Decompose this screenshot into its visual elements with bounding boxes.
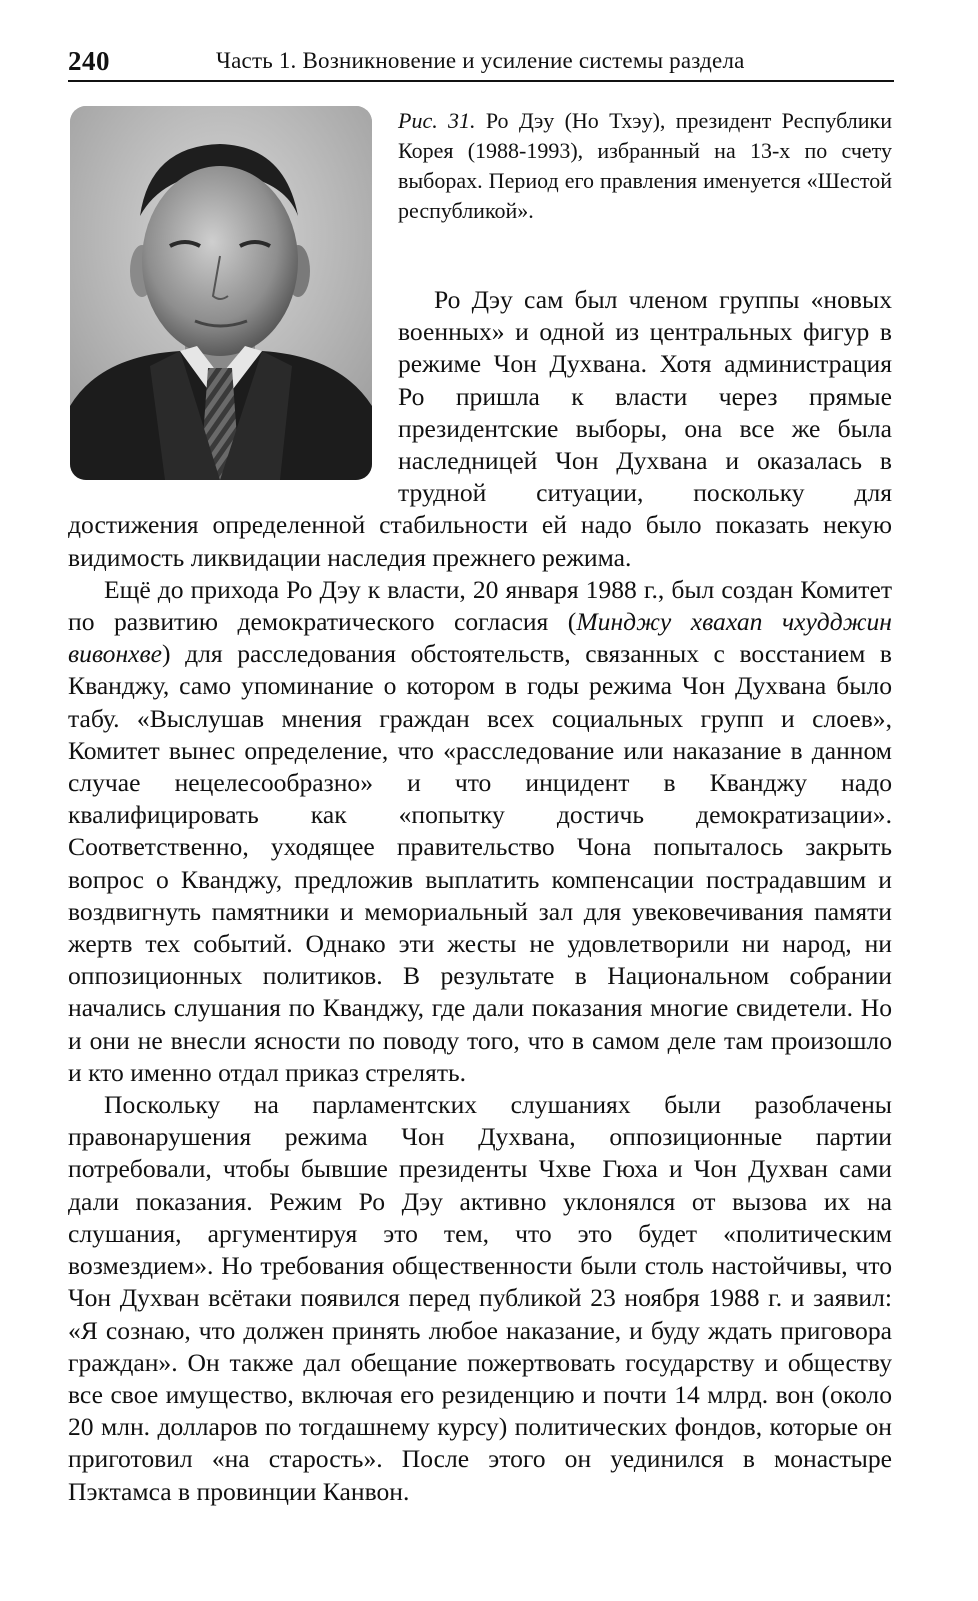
page-number: 240 [68,46,110,76]
body-text [68,282,892,1508]
paragraph-2-part-a: Ещё до прихода Ро Дэу к власти, 20 января 1988 г., был создан Комитет по развитию демократического согласия ( [68,574,892,637]
paragraph-1: Ро Дэу сам был членом группы «новых военных» и одной из центральных фигур в режиме Чон Духвана. Хотя администрация Ро пришла к власти через прямые президентские выборы, она все же была наследницей Чон Духвана и оказалась в трудной ситуации, поскольку для достижения определенной стабильности ей надо было показать некую видимость ликвидации наследия прежнего режима. [68,285,892,572]
figure-caption [398,106,892,226]
photo-wrap-spacer [68,282,398,496]
paragraph-2-italic-term: Минджу хвахап чхудджин вивонхве [68,607,893,669]
figure-caption-text: Ро Дэу (Но Тхэу), президент Республики Корея (1988-1993), избранный на 13-х по счету выборах. Период его правления именуется «Шестой республикой». [398,108,893,223]
page-header [68,44,894,82]
paragraph-3: Поскольку на парламентских слушаниях были разоблачены правонарушения режима Чон Духвана, оппозиционные партии потребовали, чтобы бывшие президенты Чхве Гюха и Чон Духван сами дали показания. Режим Ро Дэу активно уклонялся от вызова их на слушания, аргументируя это тем, что это будет «политическим возмездием». Но требования общественности были столь настойчивы, что Чон Духван всётаки появился перед публикой 23 ноября 1988 г. и заявил: «Я сознаю, что должен принять любое наказание, и буду ждать приговора граждан». Он также дал обещание пожертвовать государству и обществу все свое имущество, включая его резиденцию и почти 14 млрд. вон (около 20 млн. долларов по тогдашнему курсу) политических фондов, которые он приготовил «на старость». После этого он уединился в монастыре Пэктамса в провинции Канвон. [68,1090,892,1506]
figure-label: Рис. 31. [398,108,476,133]
paragraph-2 [68,574,892,1089]
running-head: Часть 1. Возникновение и усиление системы раздела [216,48,745,73]
paragraph-2-part-b: ) для расследования обстоятельств, связанных с восстанием в Кванджу, само упоминание о котором в годы режима Чон Духвана было табу. «Выслушав мнения граждан всех социальных групп и слоев», Комитет вынес определение, что «расследование или наказание в данном случае нецелесообразно» и что инцидент в Кванджу надо квалифицировать как «попытку достичь демократизации». Соответственно, уходящее правительство Чона попыталось закрыть вопрос о Кванджу, предложив выплатить компенсации пострадавшим и воздвигнуть памятники и мемориальный зал для увековечивания памяти жертв тех событий. Однако эти жесты не удовлетворили ни народ, ни оппозиционных политиков. В результате в Национальном собрании начались слушания по Кванджу, где дали показания многие свидетели. Но и они не внесли ясности по поводу того, что в самом деле там произошло и кто именно отдал приказ стрелять. [68,639,892,1087]
